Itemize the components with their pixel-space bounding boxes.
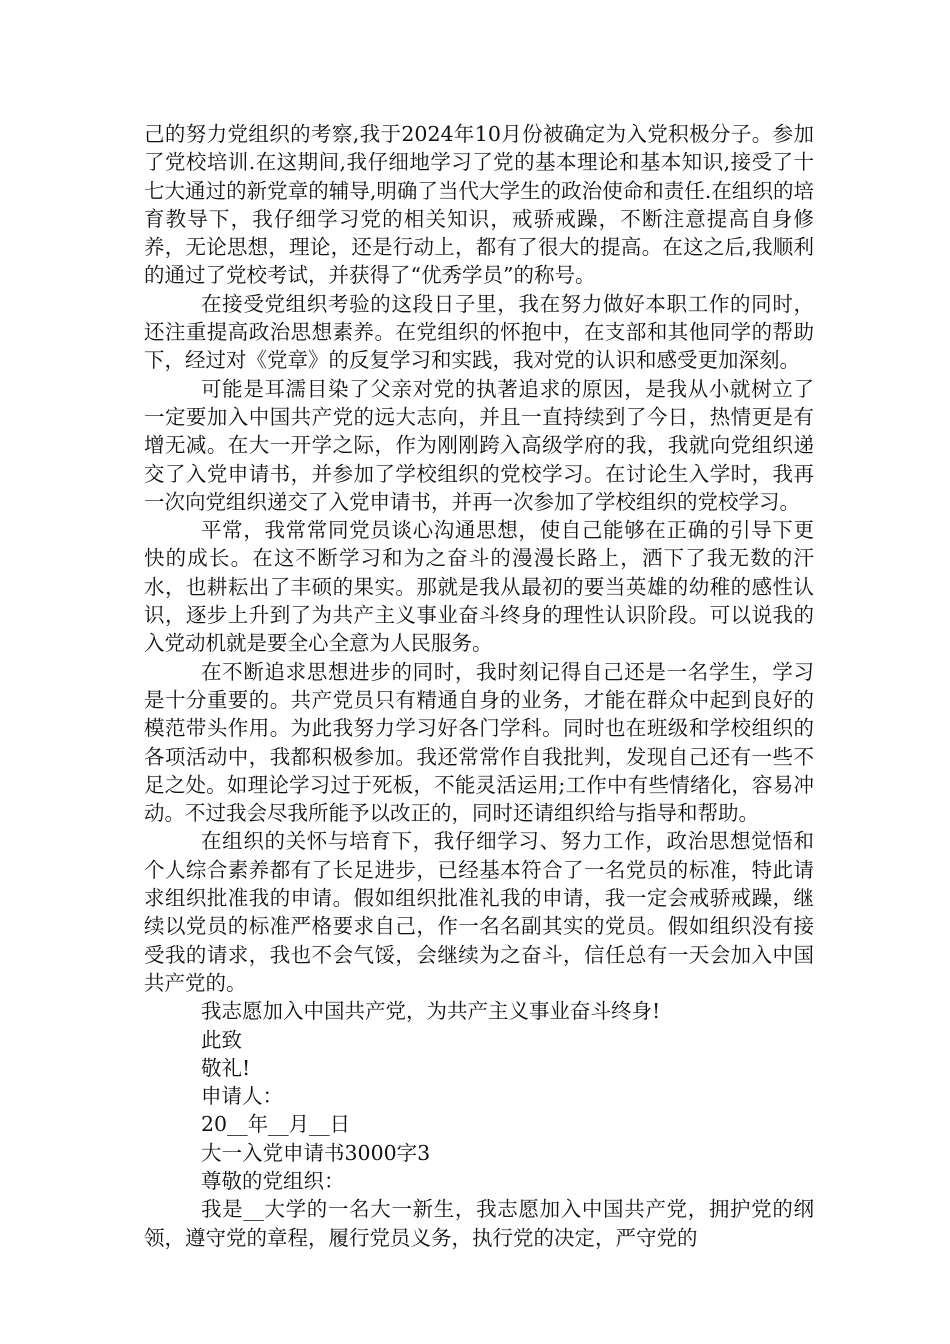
pledge-line: 我志愿加入中国共产党，为共产主义事业奋斗终身! [201,999,661,1024]
greeting-line: 尊敬的党组织： [201,1168,345,1193]
paragraph-3: 可能是耳濡目染了父亲对党的执著追求的原因，是我从小就树立了一定要加入中国共产党的远大志向，并且一直持续到了今日，热情更是有增无减。在大一开学之际，作为刚刚跨入高级学府的我，我就向党组织递交了入党申请书，并参加了学校组织的党校学习。在讨论生入学时，我再一次向党组织递交了入党申请书，并再一次参加了学校组织的党校学习。 [144,376,814,514]
paragraph-5: 在不断追求思想进步的同时，我时刻记得自己还是一名学生，学习是十分重要的。共产党员只有精通自身的业务，才能在群众中起到良好的模范带头作用。为此我努力学习好各门学科。同时也在班级和学校组织的各项活动中，我都积极参加。我还常常作自我批判，发现自己还有一些不足之处。如理论学习过于死板，不能灵活运用;工作中有些情绪化，容易冲动。不过我会尽我所能予以改正的，同时还请组织给与指导和帮助。 [144,659,814,826]
applicant-line: 申请人： [201,1084,283,1109]
paragraph-2: 在接受党组织考验的这段日子里，我在努力做好本职工作的同时，还注重提高政治思想素养。在党组织的怀抱中，在支部和其他同学的帮助下，经过对《党章》的反复学习和实践，我对党的认识和感受更加深刻。 [144,291,814,373]
paragraph-1: 己的努力党组织的考察,我于2024年10月份被确定为入党积极分子。参加了党校培训.在这期间,我仔细地学习了党的基本理论和基本知识,接受了十七大通过的新党章的辅导,明确了当代大学生的政治使命和责任.在组织的培育教导下，我仔细学习党的相关知识，戒骄戒躁，不断注意提高自身修养，无论思想，理论，还是行动上，都有了很大的提高。在这之后,我顺利的通过了党校考试，并获得了“优秀学员”的称号。 [144,122,814,288]
paragraph-6: 在组织的关怀与培育下，我仔细学习、努力工作，政治思想觉悟和个人综合素养都有了长足进步，已经基本符合了一名党员的标准，特此请求组织批准我的申请。假如组织批准礼我的申请，我一定会戒骄戒躁，继续以党员的标准严格要求自己，作一名名副其实的党员。假如组织没有接受我的请求，我也不会气馁，会继续为之奋斗，信任总有一天会加入中国共产党的。 [144,829,814,995]
date-line: 20__年__月__日 [201,1112,351,1137]
document-page [144,120,814,1252]
final-paragraph: 我是__大学的一名大一新生，我志愿加入中国共产党，拥护党的纲领，遵守党的章程，履行党员义务，执行党的决定，严守党的 [144,1197,814,1250]
regards-line: 敬礼! [201,1055,251,1080]
section-title: 大一入党申请书3000字3 [201,1140,431,1165]
paragraph-4: 平常，我常常同党员谈心沟通思想，使自己能够在正确的引导下更快的成长。在这不断学习和为之奋斗的漫漫长路上，洒下了我无数的汗水，也耕耘出了丰硕的果实。那就是我从最初的要当英雄的幼稚的感性认识，逐步上升到了为共产主义事业奋斗终身的理性认识阶段。可以说我的入党动机就是要全心全意为人民服务。 [144,518,814,656]
salutation-line: 此致 [201,1027,242,1052]
